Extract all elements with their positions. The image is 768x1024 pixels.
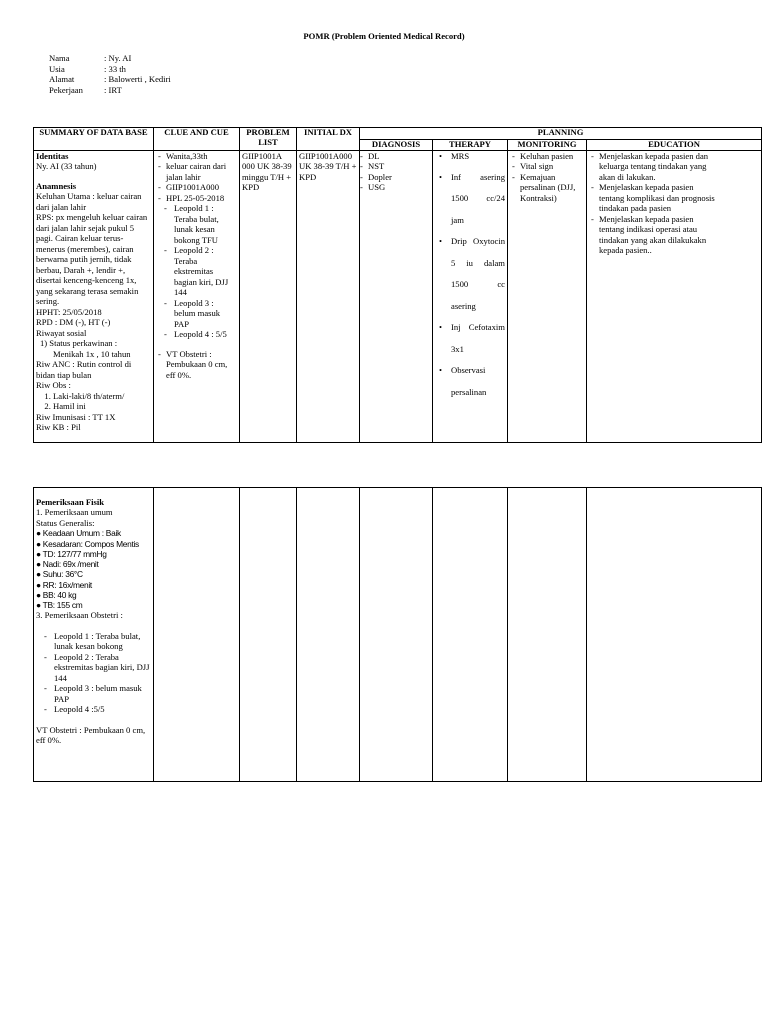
- diagnosis-item: - NST: [358, 161, 430, 171]
- problem-cell: GIIP1001A 000 UK 38-39 minggu T/H + KPD: [240, 150, 297, 442]
- therapy-cell: [433, 150, 508, 442]
- monitoring-item: - Kemajuan persalinan (DJJ, Kontraksi): [510, 172, 584, 203]
- therapy-list: [435, 151, 505, 409]
- therapy-drip: [435, 236, 505, 322]
- therapy-word: 5: [451, 257, 456, 268]
- therapy-word: asering: [451, 300, 476, 311]
- therapy-word: cc/24: [486, 193, 505, 204]
- therapy-infus: [435, 172, 505, 237]
- obs-list: [36, 391, 151, 412]
- clue-cell: [154, 150, 240, 442]
- therapy-word: • Drip: [451, 236, 467, 247]
- therapy-word: 1500: [451, 279, 469, 290]
- diagnosis-item: - USG: [358, 182, 430, 192]
- empty-cell: [360, 488, 433, 782]
- empty-cell: [433, 488, 508, 782]
- header-education: EDUCATION: [587, 140, 762, 151]
- education-cell: [587, 150, 762, 442]
- education-item: - Menjelaskan kepada pasien dan keluarga tentang tindakan yang akan di lakukan.: [589, 151, 719, 182]
- therapy-word: 3x1: [451, 343, 464, 354]
- rps-text: RPS: px mengeluh keluar cairan dari jalan lahir sejak pukul 5 pagi. Cairan keluar terus-menerus (merembes), cairan berwarna putih jernih, tidak berbau, Darah +, lendir +, disertai kenceng-kenceng 1x, yang sekarang terasa semakin sering.: [36, 212, 148, 307]
- empty-cell: [587, 488, 762, 782]
- monitoring-item: - Keluhan pasien: [510, 151, 584, 161]
- therapy-word: • Observasi: [451, 365, 486, 376]
- vital-text: TD: 127/77 mmHg: [42, 548, 107, 559]
- clue-item: - Wanita,33th: [156, 151, 237, 161]
- clue-item: - GIIP1001A000: [156, 182, 237, 192]
- diagnosis-cell: [360, 150, 433, 442]
- summary-cell: [34, 150, 154, 442]
- vital-text: TB: 155 cm: [42, 600, 83, 611]
- pemeriksaan-umum: 1. Pemeriksaan umum: [36, 507, 113, 518]
- obs-item: 1. Laki-laki/8 th/aterm/: [53, 391, 151, 401]
- header-problem: PROBLEM LIST: [240, 128, 297, 151]
- vital-text: Keadaan Umum : Baik: [42, 528, 121, 539]
- empty-cell: [154, 488, 240, 782]
- anamnesis-heading: Anamnesis: [36, 180, 77, 191]
- page-title: POMR (Problem Oriented Medical Record): [303, 31, 465, 41]
- riw-obs: Riw Obs :: [36, 380, 71, 391]
- monitoring-list: [510, 151, 584, 203]
- fisik-heading: Pemeriksaan Fisik: [36, 497, 105, 507]
- vt-list: [156, 349, 237, 380]
- therapy-injeksi: [435, 322, 505, 365]
- patient-row-nama: [49, 53, 171, 64]
- leopold-item: - Leopold 1 : Teraba bulat, lunak kesan bokong TFU: [156, 203, 237, 245]
- riwayat-sosial: Riwayat sosial: [36, 327, 87, 338]
- identitas-heading: Identitas: [36, 150, 69, 161]
- header-monitoring: MONITORING: [508, 140, 587, 151]
- riw-imunisasi: Riw Imunisasi : TT 1X: [36, 411, 116, 422]
- empty-cell: [508, 488, 587, 782]
- vital-kesadaran: ● Kesadaran: Compos Mentis: [36, 538, 139, 549]
- clue-item: - keluar cairan dari jalan lahir: [156, 161, 237, 182]
- vital-text: Kesadaran: Compos Mentis: [42, 538, 139, 549]
- clue-item: - HPL 25-05-2018: [156, 193, 237, 203]
- pomr-table: [33, 127, 762, 443]
- therapy-word: • Inj: [451, 322, 461, 333]
- header-summary: SUMMARY OF DATA BASE: [34, 128, 154, 151]
- leopold-item: - Leopold 3 : belum masuk PAP: [156, 298, 237, 329]
- keluhan-utama: Keluhan Utama : keluar cairan dari jalan lahir: [36, 191, 142, 212]
- monitoring-item: - Vital sign: [510, 161, 584, 171]
- therapy-word: 1500: [451, 193, 469, 204]
- riw-kb: Riw KB : Pil: [36, 421, 81, 432]
- leopold-item: - Leopold 2 : Teraba ekstremitas bagian kiri, DJJ 144: [36, 652, 151, 683]
- vital-tb: ● TB: 155 cm: [36, 600, 83, 611]
- clue-list: [156, 151, 237, 203]
- therapy-word: dalam: [483, 257, 505, 268]
- status-generalis: Status Generalis:: [36, 517, 95, 528]
- initial-dx-cell: GIIP1001A000 UK 38-39 T/H + KPD: [297, 150, 360, 442]
- diagnosis-item: - Dopler: [358, 172, 430, 182]
- diagnosis-list: [358, 151, 430, 193]
- therapy-word: asering: [480, 171, 505, 182]
- label: Nama: [49, 53, 70, 63]
- leopold-list: [156, 203, 237, 339]
- vital-bb: ● BB: 40 kg: [36, 589, 77, 600]
- leopold-item: - Leopold 2 : Teraba ekstremitas bagian kiri, DJJ 144: [156, 245, 237, 297]
- riw-anc: Riw ANC : Rutin control di bidan tiap bulan: [36, 359, 132, 380]
- label: Alamat: [49, 74, 75, 84]
- status-perkawinan: 1) Status perkawinan :: [40, 338, 118, 349]
- education-list: [589, 151, 759, 256]
- identitas-text: Ny. AI (33 tahun): [36, 161, 97, 172]
- vital-nadi: ● Nadi: 69x /menit: [36, 559, 99, 570]
- vital-text: Nadi: 69x /menit: [42, 559, 99, 570]
- patient-row-alamat: [49, 74, 171, 85]
- leopold-item: - Leopold 4 : 5/5: [156, 329, 237, 339]
- therapy-text: • MRS: [451, 150, 470, 161]
- leopold-item: - Leopold 3 : belum masuk PAP: [36, 683, 151, 704]
- therapy-word: Oxytocin: [473, 236, 505, 247]
- empty-cell: [297, 488, 360, 782]
- rpd-text: RPD : DM (-), HT (-): [36, 317, 111, 328]
- therapy-word: persalinan: [451, 386, 487, 397]
- label: Pekerjaan: [49, 84, 83, 95]
- value: : Ny. AI: [104, 53, 132, 63]
- obs-item: 2. Hamil ini: [53, 401, 151, 411]
- hpht-text: HPHT: 25/05/2018: [36, 306, 102, 317]
- therapy-mrs: [435, 151, 505, 172]
- label: Usia: [49, 63, 65, 74]
- value: : Balowerti , Kediri: [104, 74, 171, 84]
- therapy-word: iu: [466, 257, 473, 268]
- fisik-leopold-list: [36, 631, 151, 715]
- vital-suhu: ● Suhu: 36°C: [36, 569, 83, 580]
- patient-row-usia: [49, 64, 171, 75]
- leopold-item: - Leopold 1 : Teraba bulat, lunak kesan bokong: [36, 631, 151, 652]
- menikah-text: Menikah 1x , 10 tahun: [53, 348, 131, 359]
- patient-row-pekerjaan: [49, 85, 171, 96]
- leopold-item: - Leopold 4 :5/5: [36, 704, 151, 714]
- therapy-word: cc: [497, 279, 505, 290]
- pomr-table-continued: [33, 487, 762, 782]
- vital-td: ● TD: 127/77 mmHg: [36, 548, 107, 559]
- therapy-observasi: [435, 365, 505, 408]
- vital-text: Suhu: 36°C: [42, 569, 83, 580]
- diagnosis-item: - DL: [358, 151, 430, 161]
- header-diagnosis: DIAGNOSIS: [360, 140, 433, 151]
- fisik-vt-obstetri: VT Obstetri : Pembukaan 0 cm, eff 0%.: [36, 724, 146, 746]
- vital-text: BB: 40 kg: [42, 589, 77, 600]
- vt-obstetri: - VT Obstetri : Pembukaan 0 cm, eff 0%.: [156, 349, 237, 380]
- monitoring-cell: [508, 150, 587, 442]
- education-item: - Menjelaskan kepada pasien tentang indikasi operasi atau tindakan yang akan dilakukakn kepada pasien..: [589, 214, 719, 256]
- header-planning: PLANNING: [360, 128, 762, 140]
- vital-keadaan: ● Keadaan Umum : Baik: [36, 528, 121, 539]
- pemeriksaan-obstetri: 3. Pemeriksaan Obstetri :: [36, 610, 123, 621]
- vital-text: RR: 16x/menit: [42, 579, 92, 590]
- pemeriksaan-fisik-cell: [34, 488, 154, 782]
- value: : IRT: [104, 84, 122, 95]
- therapy-word: jam: [451, 214, 464, 225]
- empty-cell: [240, 488, 297, 782]
- therapy-word: • Inf: [451, 171, 462, 182]
- therapy-word: Cefotaxim: [468, 322, 505, 333]
- value: : 33 th: [104, 63, 126, 74]
- vital-rr: ● RR: 16x/menit: [36, 579, 92, 590]
- header-initial: INITIAL DX: [297, 128, 360, 151]
- vitals-list: [36, 528, 151, 610]
- patient-info: [49, 53, 171, 95]
- header-clue: CLUE AND CUE: [154, 128, 240, 151]
- header-therapy: THERAPY: [433, 140, 508, 151]
- education-item: - Menjelaskan kepada pasien tentang komplikasi dan prognosis tindakan pada pasien: [589, 182, 719, 213]
